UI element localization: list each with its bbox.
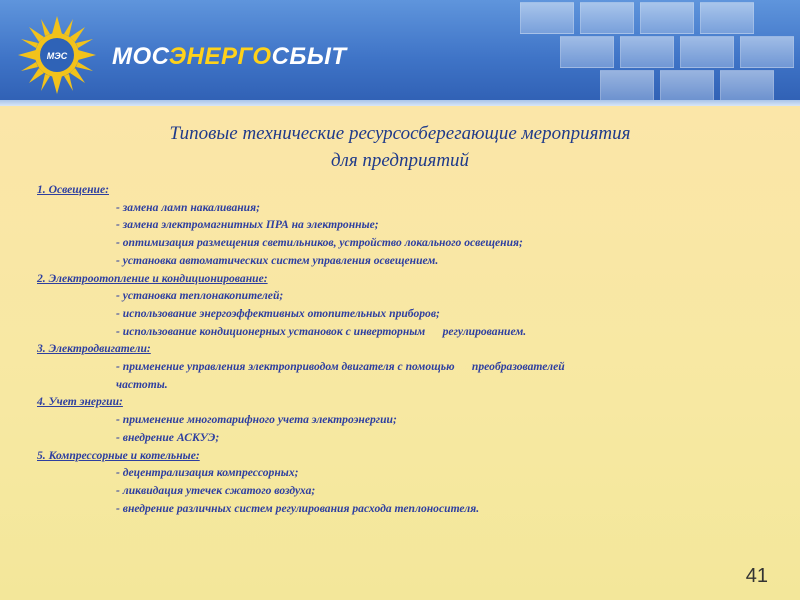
photo-tile (720, 70, 774, 102)
logo-text: МЭС (46, 51, 68, 61)
photo-tile (620, 36, 674, 68)
list-item: - использование энергоэффективных отопительных приборов; (116, 306, 440, 320)
page-number: 41 (745, 565, 768, 587)
photo-tile (680, 36, 734, 68)
section-heading: 1. Освещение: (37, 183, 109, 196)
list-item-continuation: частоты. (116, 377, 168, 391)
photo-tile (740, 36, 794, 68)
photo-tile (520, 2, 574, 34)
photo-tile (560, 36, 614, 68)
photo-tile (640, 2, 694, 34)
list-item: - замена ламп накаливания; (116, 200, 260, 214)
photo-tile (600, 70, 654, 102)
brand-left: МОС (112, 43, 169, 70)
list-item: - оптимизация размещения светильников, устройство локального освещения; (116, 236, 523, 250)
list-item: - децентрализация компрессорных; (116, 466, 299, 480)
brand-wordmark (112, 43, 347, 71)
list-item: - ликвидация утечек сжатого воздуха; (116, 483, 316, 497)
photo-tile (660, 70, 714, 102)
list-item: - установка теплонакопителей; (116, 289, 284, 303)
list-item: - применение многотарифного учета электроэнергии; (116, 413, 397, 427)
header-banner (0, 0, 800, 106)
photo-tile (580, 2, 634, 34)
list-item: - использование кондиционерных установок с инверторным регулированием. (116, 324, 527, 338)
list-item: - применение управления электроприводом двигателя с помощью преобразователей (116, 360, 565, 374)
section-heading: 4. Учет энергии: (37, 395, 123, 409)
slide-title-line-1: Типовые технические ресурсосберегающие мероприятия (169, 123, 631, 144)
brand-mid: ЭНЕРГО (168, 43, 272, 70)
photo-tile (700, 2, 754, 34)
section-heading: 3. Электродвигатели: (37, 342, 151, 356)
section-heading: 5. Компрессорные и котельные: (37, 448, 200, 462)
brand-right: СБЫТ (271, 43, 347, 70)
list-item: - внедрение АСКУЭ; (116, 430, 220, 444)
header-photo-tiles (500, 0, 800, 100)
section-heading: 2. Электроотопление и кондиционирование: (37, 271, 268, 285)
mes-sun-logo (16, 14, 98, 96)
list-item: - внедрение различных систем регулирования расхода теплоносителя. (116, 501, 480, 515)
measures-list (37, 181, 757, 517)
list-item: - замена электромагнитных ПРА на электронные; (116, 218, 379, 232)
slide-title-line-2: для предприятий (330, 150, 470, 171)
list-item: - установка автоматических систем управления освещением. (116, 253, 439, 267)
